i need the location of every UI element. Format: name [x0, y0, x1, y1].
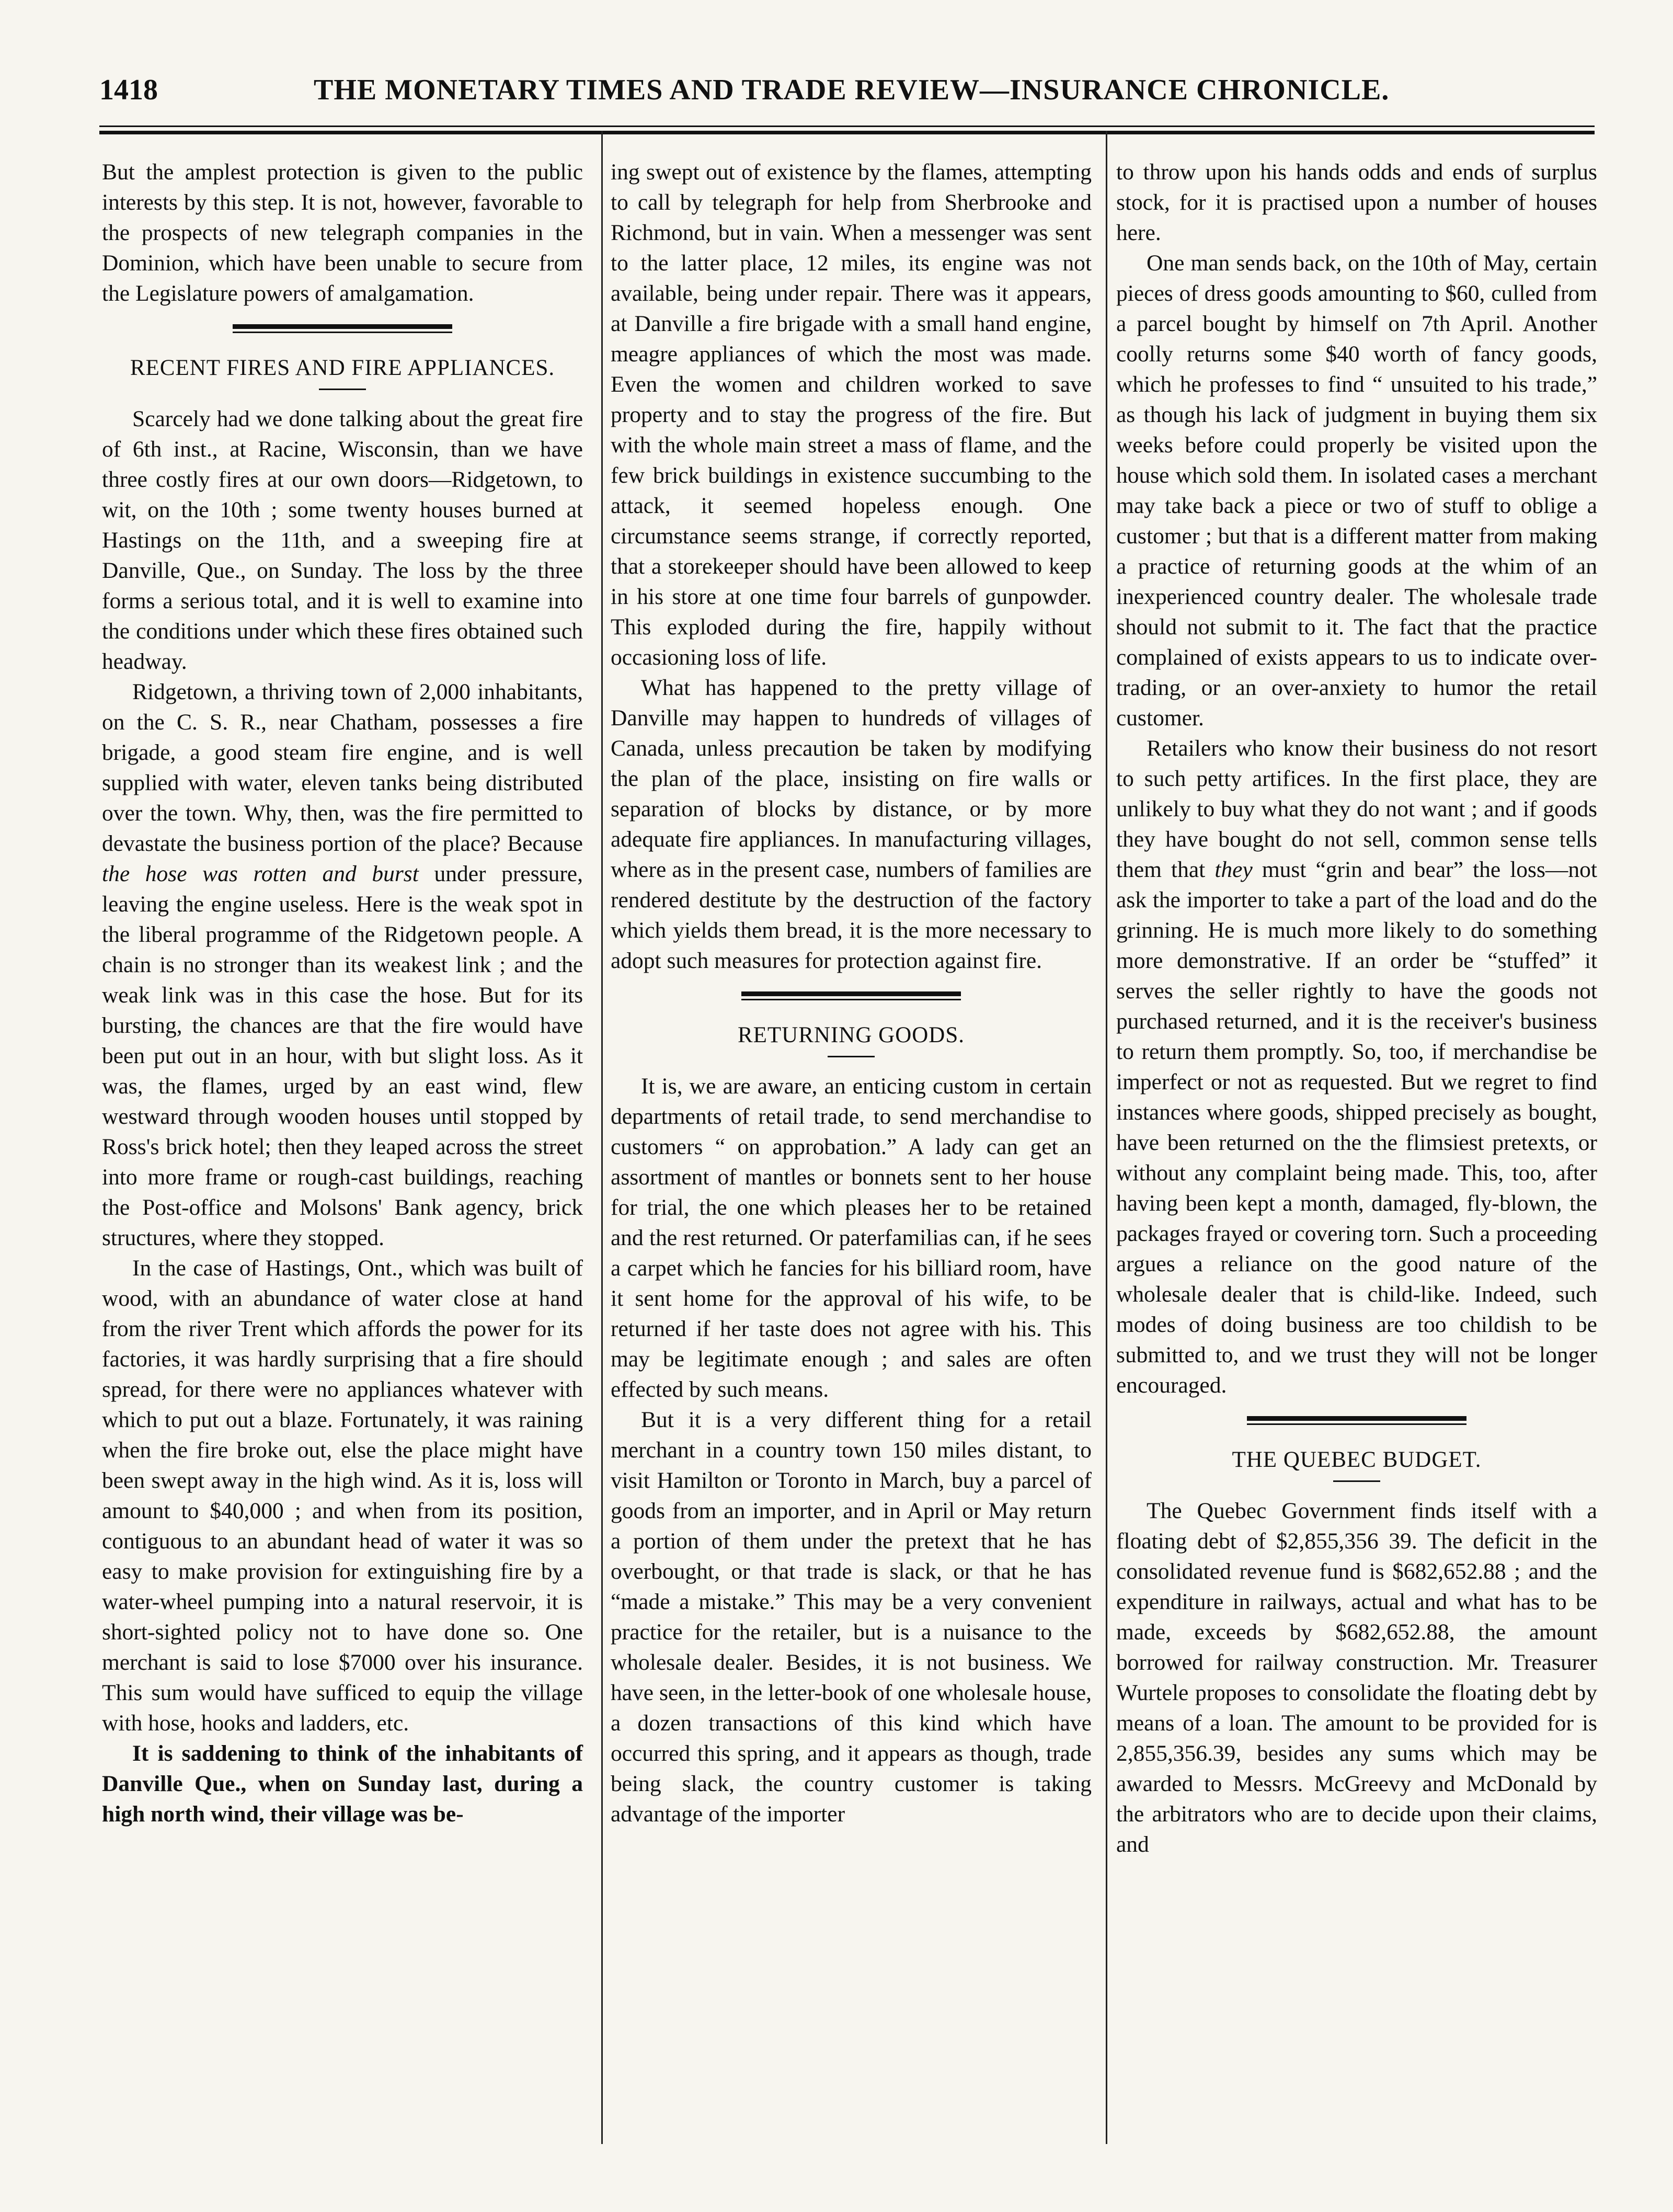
paragraph-quebec-debt: The Quebec Government finds itself with a floating debt of $2,855,356 39. The deficit in the consolidated revenue fund is $682,652.88 ; and the expenditure in railways, actual and what has to be made, exceeds by $682,652.88, the amount borrowed for railway construction. Mr. Treasurer Wurtele proposes to consolidate the floating debt by means of a loan. The amount to be provided for is 2,855,356.39, besides any sums which may be awarded to Messrs. McGreevy and McDonald by the arbitrators who are to decide upon their claims, and [1116, 1498, 1597, 1857]
text-span: Ridgetown, a thriving town of 2,000 inhabitants, on the C. S. R., near Chatham, possesses a fire brigade, a good steam fire engine, and is well supplied with water, eleven tanks being distributed over the town. Why, then, was the fire permitted to devastate the business portion of the place? Because [102, 679, 583, 856]
heading-underline [828, 1056, 875, 1057]
section-separator [1247, 1416, 1466, 1425]
paragraph-danville-cont: ing swept out of existence by the flames, attempting to call by telegraph for help from Sherbrooke and Richmond, but in vain. When a messenger was sent to the latter place, 12 miles, its engine was not available, being under repair. There was it appears, at Danville a fire brigade with a small hand engine, meagre appliances of which the most was made. Even the women and children worked to save property and to stay the progress of the fire. But with the whole main street a mass of flame, and the few brick buildings in existence succumbing to the attack, it seemed hopeless enough. One circumstance seems strange, if correctly reported, that a storekeeper should have been allowed to keep in his store at one time four barrels of gunpowder. This exploded during the fire, happily without occasioning loss of life. [611, 159, 1092, 670]
paragraph-fires-intro: Scarcely had we done talking about the great fire of 6th inst., at Racine, Wisconsin, than we have three costly fires at our own doors—Ridgetown, to wit, on the 10th ; some twenty houses burned at Hastings on the 11th, and a sweeping fire at Danville, Que., on Sunday. The loss by the three forms a serious total, and it is well to examine into the conditions under which these fires obtained such headway. [102, 406, 583, 674]
paragraph-ridgetown [102, 677, 583, 1253]
text-span: Retailers who know their business do not resort to such petty artifices. In the first place, they are unlikely to buy what they do not want ; and if goods they have bought do not sell, common sense tells them that [1116, 736, 1597, 882]
text-span: must “grin and bear” the loss—not ask the importer to take a part of the load and do the grinning. He is much more likely to do something more demonstrative. If an order be “stuffed” it serves the seller rightly to have the goods not purchased returned, and it is the receiver's business to return them promptly. So, too, if merchandise be imperfect or not as requested. But we regret to find instances where goods, shipped precisely as bought, have been returned on the the flimsiest pretexts, or without any complaint being made. This, too, after having been kept a month, damaged, fly-blown, the packages frayed or covering torn. Such a proceeding argues a reliance on the good nature of the wholesale dealer that is child-like. Indeed, such modes of doing business are too childish to be submitted to, and we trust they will not be longer encouraged. [1116, 857, 1597, 1398]
section-separator [741, 991, 961, 1000]
paragraph-danville-start: It is saddening to think of the inhabitants of Danville Que., when on Sunday last, during a high north wind, their village was be- [102, 1741, 583, 1827]
header-rule-thick [99, 131, 1595, 134]
italic-phrase: the hose was rotten and burst [102, 861, 419, 886]
paragraph-hastings: In the case of Hastings, Ont., which was built of wood, with an abundance of water close at hand from the river Trent which affords the power for its factories, it was hardly surprising that a fire should spread, for there were no appliances whatever with which to put out a blaze. Fortunately, it was raining when the fire broke out, else the place might have been swept away in the high wind. As it is, loss will amount to $40,000 ; and when from its position, contiguous to an abundant head of water it was so easy to make provision for extinguishing fire by a water-wheel pumping into a natural reservoir, it is short-sighted policy not to have done so. One merchant is said to lose $7000 over his insurance. This sum would have sufficed to equip the village with hose, hooks and ladders, etc. [102, 1256, 583, 1736]
column-1 [102, 157, 583, 1829]
column-divider-1 [601, 131, 603, 2144]
column-2 [611, 157, 1092, 1829]
publication-title: THE MONETARY TIMES AND TRADE REVIEW—INSURANCE CHRONICLE. [314, 74, 1390, 106]
heading-underline [1333, 1480, 1380, 1482]
page-header [99, 73, 1595, 115]
heading-returning-goods: RETURNING GOODS. [737, 1023, 965, 1047]
heading-underline [319, 389, 366, 390]
column-3 [1116, 157, 1597, 1860]
paragraph-telegraph-conclusion: But the amplest protection is given to the public interests by this step. It is not, however, favorable to the prospects of new telegraph companies in the Dominion, which have been unable to secure from the Legislature powers of amalgamation. [102, 159, 583, 306]
text-span: under pressure, leaving the engine useless. Here is the weak spot in the liberal programme of the Ridgetown people. A chain is no stronger than its weakest link ; and the weak link was in this case the hose. But for its bursting, the chances are that the fire would have been put out in an hour, with but slight loss. As it was, the flames, urged by an east wind, flew westward through wooden houses until stopped by Ross's brick hotel; then they leaped across the street into more frame or rough-cast buildings, reaching the Post-office and Molsons' Bank agency, brick structures, where they stopped. [102, 861, 583, 1250]
paragraph-retailers [1116, 733, 1597, 1400]
heading-quebec-budget: THE QUEBEC BUDGET. [1232, 1447, 1482, 1472]
column-divider-2 [1106, 131, 1107, 2144]
section-separator [233, 324, 452, 333]
paragraph-danville-lesson: What has happened to the pretty village of Danville may happen to hundreds of villages of Canada, unless precaution be taken by modifying the plan of the place, insisting on fire walls or separation of blocks by distance, or by more adequate fire appliances. In manufacturing villages, where as in the present case, numbers of families are rendered destitute by the destruction of the factory which yields them bread, it is the more necessary to adopt such measures for protection against fire. [611, 675, 1092, 973]
paragraph-retail-merchant: But it is a very different thing for a retail merchant in a country town 150 miles distant, to visit Hamilton or Toronto in March, buy a parcel of goods from an importer, and in April or May return a portion of them under the pretext that he has overbought, or that trade is slack, or that he has “made a mistake.” This may be a very convenient practice for the retailer, but is a nuisance to the wholesale dealer. Besides, it is not business. We have seen, in the letter-book of one wholesale house, a dozen transactions of this kind which have occurred this spring, and it appears as though, trade being slack, the country customer is taking advantage of the importer [611, 1407, 1092, 1827]
heading-recent-fires: RECENT FIRES AND FIRE APPLIANCES. [130, 356, 555, 380]
header-rule-thin [99, 126, 1595, 127]
paragraph-surplus-stock: to throw upon his hands odds and ends of surplus stock, for it is practised upon a number of houses here. [1116, 159, 1597, 245]
italic-word: they [1214, 857, 1253, 882]
page-number: 1418 [99, 74, 158, 106]
paragraph-dress-goods: One man sends back, on the 10th of May, certain pieces of dress goods amounting to $60, culled from a parcel bought by himself on 7th April. Another coolly returns some $40 worth of fancy goods, which he professes to find “ unsuited to his trade,” as though his lack of judgment in buying them six weeks before could properly be visited upon the house which sold them. In isolated cases a merchant may take back a piece or two of stuff to oblige a customer ; but that is a different matter from making a practice of returning goods at the whim of an inexperienced country dealer. The wholesale trade should not submit to it. The fact that the practice complained of exists appears to us to indicate over-trading, or an over-anxiety to humor the retail customer. [1116, 250, 1597, 731]
paragraph-approbation: It is, we are aware, an enticing custom in certain departments of retail trade, to send merchandise to customers “ on approbation.” A lady can get an assortment of mantles or bonnets sent to her house for trial, the one which pleases her to be retained and the rest returned. Or paterfamilias can, if he sees a carpet which he fancies for his billiard room, have it sent home for the approval of his wife, to be returned if her taste does not agree with his. This may be legitimate enough ; and sales are often effected by such means. [611, 1074, 1092, 1402]
